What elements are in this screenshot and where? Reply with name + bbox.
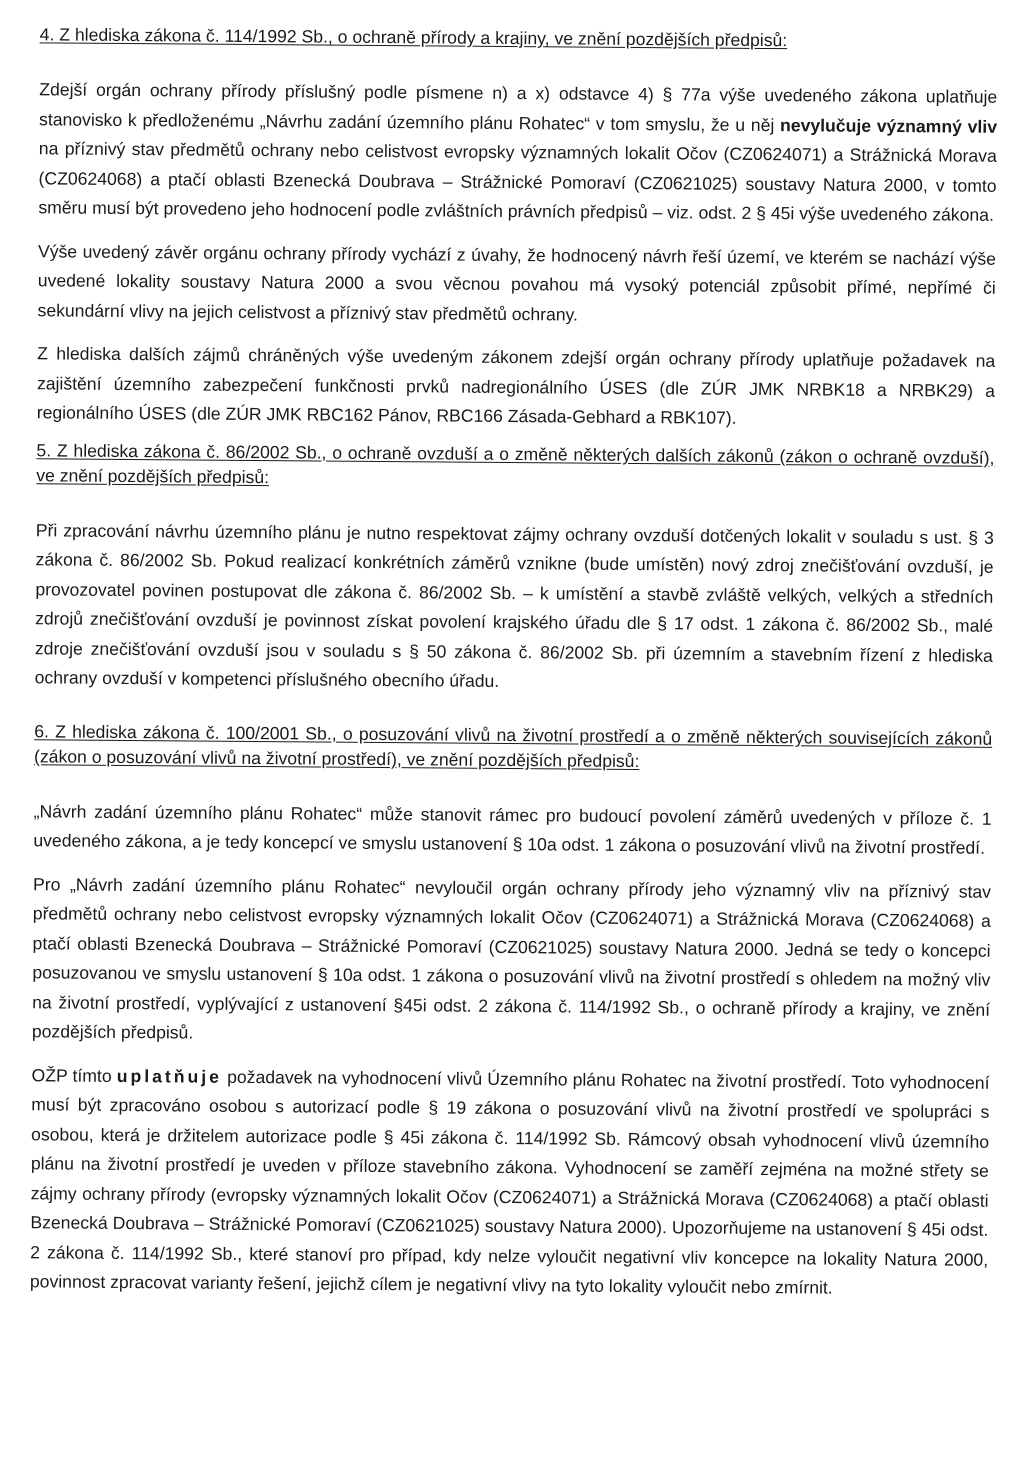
section-4-paragraph-2: Výše uvedený závěr orgánu ochrany přírody vychází z úvahy, že hodnocený návrh řeší území, ve kterém se nachází výše uvedené lokality soustavy Natura 2000 a svou věcnou povahou má vysoký potenciál způsobit přímé, nepřímé či sekundární vlivy na jejich celistvost a příznivý stav předmětů ochrany. bbox=[37, 240, 997, 325]
section-5-paragraph-1: Při zpracování návrhu územního plánu je nutno respektovat zájmy ochrany ovzduší dotčených lokalit v souladu s ust. § 3 zákona č. 86/2002 Sb. Pokud realizací konkrétních záměrů vznikne (bude umístěn) nový zdroj znečišťování ovzduší, je provozovatel povinen postupovat dle zákona č. 86/2002 Sb. – k umístění a stavbě zvláště velkých, velkých a středních zdrojů znečišťování ovzduší je povinnost získat povolení krajského úřadu dle § 17 odst. 1 zákona č. 86/2002 Sb., malé zdroje znečišťování ovzduší jsou v souladu s § 50 zákona č. 86/2002 Sb. při územním a stavebním řízení z hlediska ochrany ovzduší v kompetenci příslušného obecního úřadu. bbox=[34, 519, 994, 691]
section-6-paragraph-2: Pro „Návrh zadání územního plánu Rohatec“ nevyloučil orgán ochrany přírody jeho významný vliv na příznivý stav předmětů ochrany nebo celistvost evropsky významných lokalit Očov (CZ0624071) a Strážnická Morava (CZ0624068) a ptačí oblasti Bzenecká Doubrava – Strážnické Pomoraví (CZ0621025) soustavy Natura 2000. Jedná se tedy o koncepci posuzovanou ve smyslu ustanovení § 10a odst. 1 zákona o posuzování vlivů na životní prostředí s ohledem na možný vliv na životní prostředí, vyplývající z ustanovení §45i odst. 2 zákona č. 114/1992 Sb., o ochraně přírody a krajiny, ve znění pozdějších předpisů. bbox=[31, 873, 992, 1043]
section-5-heading: 5. Z hlediska zákona č. 86/2002 Sb., o ochraně ovzduší a o změně některých dalších zákonů (zákon o ochraně ovzduší), ve znění pozdějších předpisů: bbox=[36, 439, 995, 487]
section-4-paragraph-1 bbox=[38, 75, 997, 230]
section-6-p3-text-b: požadavek na vyhodnocení vlivů Územního plánu Rohatec na životní prostředí. Toto vyhodnocení musí být zpracováno osobou s autorizací podle § 19 zákona o posuzování vlivů na životní prostředí ve spolupráci s osobou, která je držitelem autorizace podle § 45i zákona č. 114/1992 Sb. Rámcový obsah vyhodnocení vlivů územního plánu na životní prostředí je uveden v příloze stavebního zákona. Vyhodnocení se zaměří zejména na možné střety se zájmy ochrany přírody (evropsky významných lokalit Očov (CZ0624071) a Strážnická Morava (CZ0624068) a ptačí oblasti Bzenecká Doubrava – Strážnické Pomoraví (CZ0621025) soustavy Natura 2000). Upozorňujeme na ustanovení § 45i odst. 2 zákona č. 114/1992 Sb., které stanoví pro případ, kdy nelze vyloučit negativní vliv koncepce na lokality Natura 2000, povinnost zpracovat varianty řešení, jejichž cílem je negativní vlivy na tyto lokality vyloučit nebo zmírnit. bbox=[29, 1066, 990, 1298]
section-4-p1-bold-phrase: nevylučuje významný vliv bbox=[780, 114, 998, 137]
section-4-p1-text-a: Zdejší orgán ochrany přírody příslušný podle písmene n) a x) odstavce 4) § 77a výše uvedeného zákona uplatňuje stanovisko k předloženému „Návrhu zadání územního plánu Rohatec“ v tom smyslu, že u něj bbox=[38, 79, 998, 135]
section-6-paragraph-1: „Návrh zadání územního plánu Rohatec“ může stanovit rámec pro budoucí povolení záměrů uvedených v příloze č. 1 uvedeného zákona, a je tedy koncepcí ve smyslu ustanovení § 10a odst. 1 zákona o posuzování vlivů na životní prostředí. bbox=[33, 800, 992, 858]
section-4-heading: 4. Z hlediska zákona č. 114/1992 Sb., o ochraně přírody a krajiny, ve znění pozdějších předpisů: bbox=[39, 24, 788, 51]
section-6-p3-spaced-word: uplatňuje bbox=[116, 1065, 223, 1087]
section-6-paragraph-3 bbox=[30, 1061, 990, 1305]
section-6-heading: 6. Z hlediska zákona č. 100/2001 Sb., o posuzování vlivů na životní prostředí a o změně některých souvisejících zákonů (zákon o posuzování vlivů na životní prostředí), ve znění pozdějších předpisů: bbox=[33, 720, 993, 771]
section-4-paragraph-3: Z hlediska dalších zájmů chráněných výše uvedeným zákonem zdejší orgán ochrany přírody uplatňuje požadavek na zajištění územního zabezpečení funkčnosti prvků nadregionálního ÚSES (dle ZÚR JMK NRBK18 a NRBK29) a regionálního ÚSES (dle ZÚR JMK RBC162 Pánov, RBC166 Zásada-Gebhard a RBK107). bbox=[36, 343, 996, 428]
section-6-p3-text-a: OŽP tímto bbox=[31, 1064, 117, 1086]
section-4-p1-text-b: na příznivý stav předmětů ochrany nebo celistvost evropsky významných lokalit Očov (CZ0624071) a Strážnická Morava (CZ0624068) a ptačí oblasti Bzenecká Doubrava – Strážnické Pomoraví (CZ0621025) soustavy Natura 2000, v tomto směru musí být provedeno jeho hodnocení podle zvláštních právních předpisů – viz. odst. 2 § 45i výše uvedeného zákona. bbox=[38, 138, 997, 225]
